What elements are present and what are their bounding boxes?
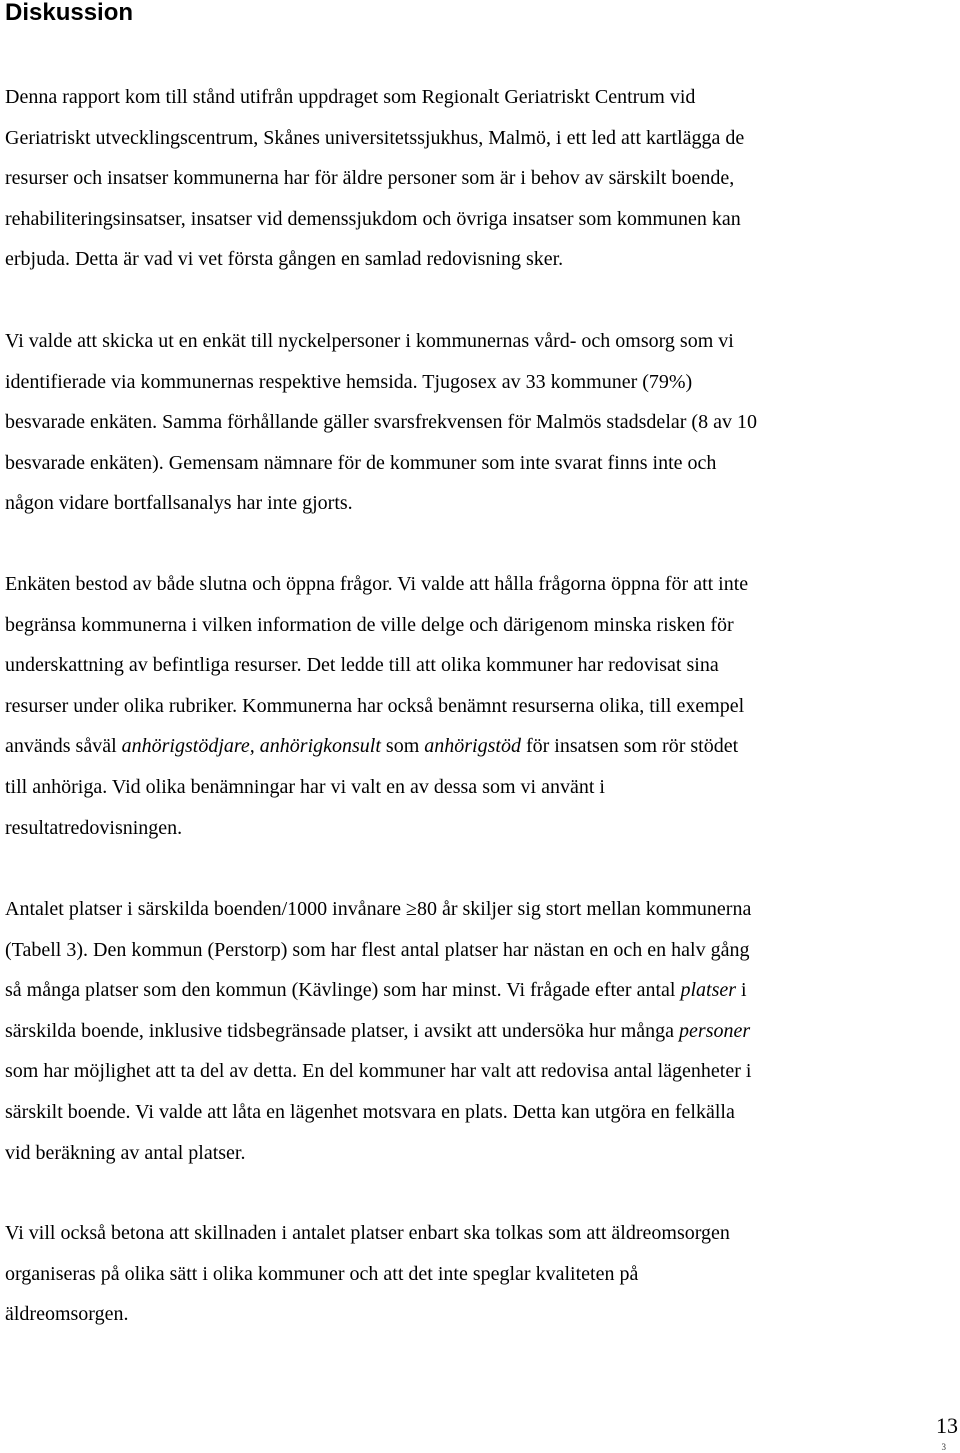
paragraph-2 xyxy=(5,321,905,524)
text-line xyxy=(5,767,905,808)
text-line xyxy=(5,77,905,118)
text-run: vid beräkning av antal platser. xyxy=(5,1141,246,1164)
text-run: besvarade enkäten. Samma förhållande gäller svarsfrekvensen för Malmös stadsdelar (8 av 10 xyxy=(5,411,757,434)
paragraph-5 xyxy=(5,1213,905,1335)
text-run: någon vidare bortfallsanalys har inte gjorts. xyxy=(5,492,353,515)
text-line xyxy=(5,564,905,605)
text-line xyxy=(5,118,905,159)
text-line xyxy=(5,1213,905,1254)
paragraph-1 xyxy=(5,77,905,280)
text-line xyxy=(5,1051,905,1092)
text-run: resurser och insatser kommunerna har för äldre personer som är i behov av särskilt boende, xyxy=(5,167,735,190)
text-line xyxy=(5,930,905,971)
text-run: för insatsen som rör stödet xyxy=(520,735,739,758)
text-run: särskilt boende. Vi valde att låta en lägenhet motsvara en plats. Detta kan utgöra en felkälla xyxy=(5,1100,735,1123)
text-line xyxy=(5,158,905,199)
text-run: (Tabell 3). Den kommun (Perstorp) som har flest antal platser har nästan en och en halv gång xyxy=(5,938,750,961)
text-line xyxy=(5,321,905,362)
text-run: rehabiliteringsinsatser, insatser vid demenssjukdom och övriga insatser som kommunen kan xyxy=(5,207,741,230)
text-run: så många platser som den kommun (Kävlinge) som har minst. Vi frågade efter antal xyxy=(5,979,681,1002)
text-run: resurser under olika rubriker. Kommunerna har också benämnt resurserna olika, till exempel xyxy=(5,694,745,717)
text-run: i xyxy=(736,979,747,1002)
italic-term: anhörigstödjare, anhörigkonsult xyxy=(121,735,381,758)
paragraph-4 xyxy=(5,889,905,1173)
paragraph-3 xyxy=(5,564,905,848)
text-line xyxy=(5,889,905,930)
section-heading: Diskussion xyxy=(5,0,134,26)
text-run: erbjuda. Detta är vad vi vet första gången en samlad redovisning sker. xyxy=(5,248,564,271)
text-line xyxy=(5,1092,905,1133)
text-run: äldreomsorgen. xyxy=(5,1303,129,1326)
text-run: Denna rapport kom till stånd utifrån uppdraget som Regionalt Geriatriskt Centrum vid xyxy=(5,86,696,108)
text-run: som har möjlighet att ta del av detta. En del kommuner har valt att redovisa antal lägenheter i xyxy=(5,1060,752,1083)
text-line xyxy=(5,686,905,727)
page-number: 13 xyxy=(936,1413,958,1438)
page-number-small: 3 xyxy=(941,1442,946,1452)
text-line xyxy=(5,239,905,280)
text-run: besvarade enkäten). Gemensam nämnare för de kommuner som inte svarat finns inte och xyxy=(5,451,717,474)
text-run: Vi vill också betona att skillnaden i antalet platser enbart ska tolkas som att äldreomsorgen xyxy=(5,1222,730,1244)
text-run: organiseras på olika sätt i olika kommuner och att det inte speglar kvaliteten på xyxy=(5,1262,639,1285)
text-line xyxy=(5,443,905,484)
text-run: Geriatriskt utvecklingscentrum, Skånes universitetssjukhus, Malmö, i ett led att kartlägga de xyxy=(5,126,745,149)
text-run: begränsa kommunerna i vilken information de ville delge och därigenom minska risken för xyxy=(5,613,734,636)
text-line xyxy=(5,605,905,646)
text-line xyxy=(5,483,905,524)
italic-term: platser xyxy=(680,979,737,1002)
text-line xyxy=(5,1011,905,1052)
text-run: till anhöriga. Vid olika benämningar har vi valt en av dessa som vi använt i xyxy=(5,775,605,798)
text-line xyxy=(5,1133,905,1174)
text-run: Enkäten bestod av både slutna och öppna frågor. Vi valde att hålla frågorna öppna för att inte xyxy=(5,573,749,595)
text-line xyxy=(5,199,905,240)
text-line xyxy=(5,1294,905,1335)
text-run: Vi valde att skicka ut en enkät till nyckelpersoner i kommunernas vård- och omsorg som vi xyxy=(5,330,734,352)
text-run: resultatredovisningen. xyxy=(5,816,183,839)
text-run: särskilda boende, inklusive tidsbegränsade platser, i avsikt att undersöka hur många xyxy=(5,1019,680,1042)
text-line xyxy=(5,645,905,686)
text-line xyxy=(5,402,905,443)
text-line xyxy=(5,1254,905,1295)
text-run: Antalet platser i särskilda boenden/1000 invånare ≥80 år skiljer sig stort mellan kommunerna xyxy=(5,898,752,920)
text-run: används såväl xyxy=(5,735,122,758)
text-line xyxy=(5,362,905,403)
text-run: identifierade via kommunernas respektive hemsida. Tjugosex av 33 kommuner (79%) xyxy=(5,370,693,393)
text-run: som xyxy=(380,735,425,758)
text-line xyxy=(5,808,905,849)
text-line xyxy=(5,970,905,1011)
text-line xyxy=(5,726,905,767)
text-run: underskattning av befintliga resurser. Det ledde till att olika kommuner har redovisat sina xyxy=(5,654,719,677)
italic-term: anhörigstöd xyxy=(424,735,521,758)
italic-term: personer xyxy=(679,1019,751,1042)
